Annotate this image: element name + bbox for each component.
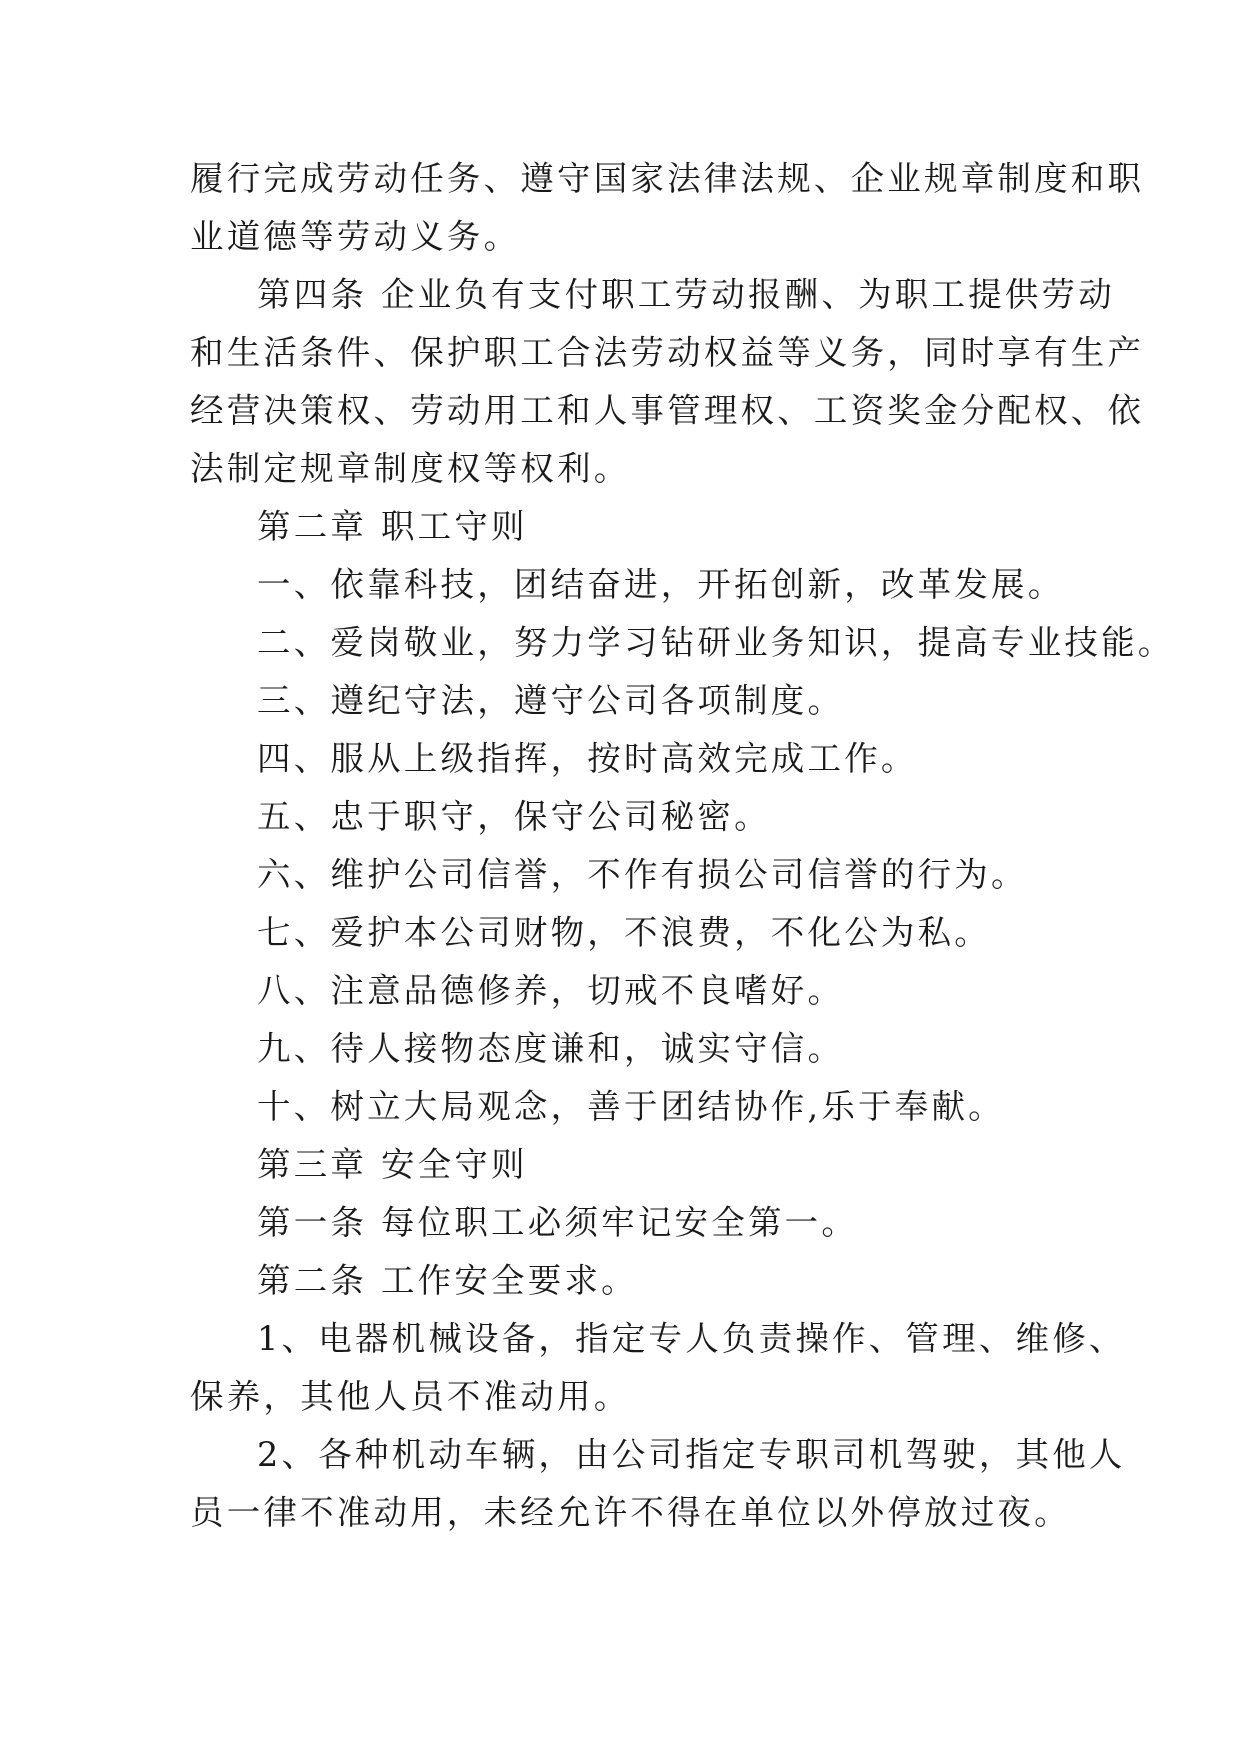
numbered-item: 2、各种机动车辆，由公司指定专职司机驾驶，其他人: [257, 1435, 1126, 1474]
chapter-heading: 第三章 安全守则: [257, 1145, 528, 1184]
list-item: 十、树立大局观念，善于团结协作,乐于奉献。: [257, 1087, 1005, 1126]
list-item: 三、遵纪守法，遵守公司各项制度。: [257, 681, 845, 720]
list-item: 七、爱护本公司财物，不浪费，不化公为私。: [257, 913, 991, 952]
text-line: 保养，其他人员不准动用。: [190, 1377, 631, 1416]
numbered-item: 1、电器机械设备，指定专人负责操作、管理、维修、: [257, 1319, 1126, 1358]
article-heading: 第一条 每位职工必须牢记安全第一。: [257, 1203, 859, 1242]
list-item: 一、依靠科技，团结奋进，开拓创新，改革发展。: [257, 565, 1065, 604]
article-heading: 第四条 企业负有支付职工劳动报酬、为职工提供劳动: [257, 275, 1115, 314]
text-line: 业道德等劳动义务。: [190, 217, 521, 256]
list-item: 六、维护公司信誉，不作有损公司信誉的行为。: [257, 855, 1028, 894]
chapter-heading: 第二章 职工守则: [257, 507, 528, 546]
list-item: 九、待人接物态度谦和，诚实守信。: [257, 1029, 845, 1068]
text-line: 履行完成劳动任务、遵守国家法律法规、企业规章制度和职: [190, 159, 1145, 198]
list-item: 四、服从上级指挥，按时高效完成工作。: [257, 739, 918, 778]
text-line: 员一律不准动用，未经允许不得在单位以外停放过夜。: [190, 1493, 1071, 1532]
text-line: 经营决策权、劳动用工和人事管理权、工资奖金分配权、依: [190, 391, 1145, 430]
document-body: [190, 150, 1175, 1542]
article-heading: 第二条 工作安全要求。: [257, 1261, 638, 1300]
list-item: 五、忠于职守，保守公司秘密。: [257, 797, 771, 836]
text-line: 和生活条件、保护职工合法劳动权益等义务，同时享有生产: [190, 333, 1145, 372]
list-item: 八、注意品德修养，切戒不良嗜好。: [257, 971, 845, 1010]
list-item: 二、爱岗敬业，努力学习钻研业务知识，提高专业技能。: [257, 623, 1175, 662]
text-line: 法制定规章制度权等权利。: [190, 449, 631, 488]
